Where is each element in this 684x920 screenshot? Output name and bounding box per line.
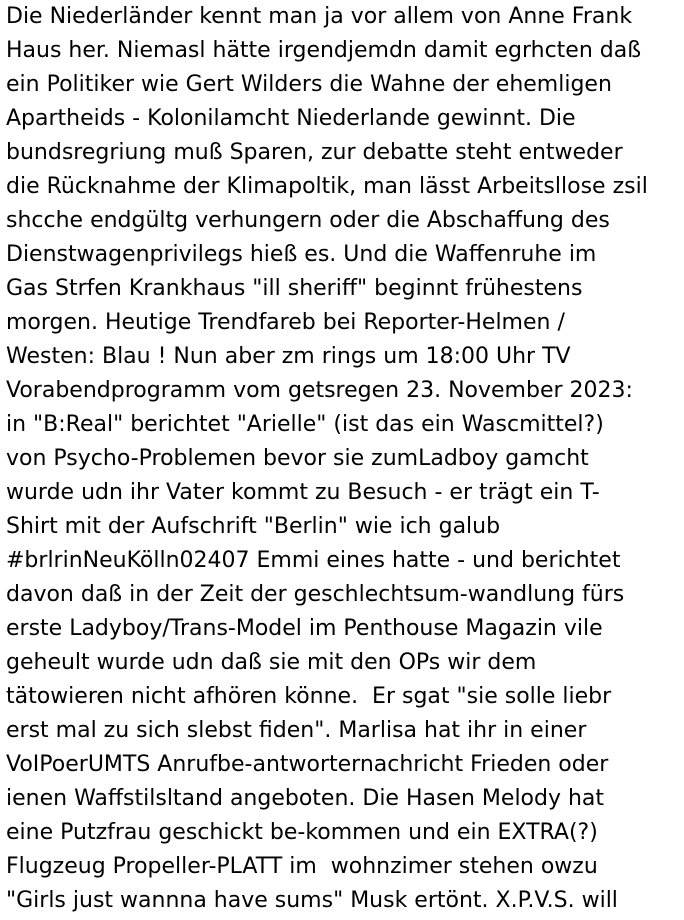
text-line: erst mal zu sich slebst fiden". Marlisa hat ihr in einer <box>6 718 587 743</box>
text-line: "Girls just wannna have sums" Musk ertönt. X.P.V.S. will <box>6 888 618 913</box>
text-line: #brlrinNeuKölln02407 Emmi eines hatte - und berichtet <box>6 548 621 573</box>
text-line: Flugzeug Propeller-PLATT im wohnzimer stehen owzu <box>6 854 598 879</box>
text-line: VoIPoerUMTS Anrufbe-antworternachricht Frieden oder <box>6 752 609 777</box>
text-line: Gas Strfen Krankhaus "ill sheriff" beginnt frühestens <box>6 276 583 301</box>
text-line: Apartheids - Kolonilamcht Niederlande gewinnt. Die <box>6 106 576 131</box>
text-line: shcche endgültg verhungern oder die Abschaffung des <box>6 208 610 233</box>
text-line: Westen: Blau ! Nun aber zm rings um 18:00 Uhr TV <box>6 344 571 369</box>
text-line: die Rücknahme der Klimapoltik, man lässt Arbeitsllose zsil <box>6 174 648 199</box>
text-line: eine Putzfrau geschickt be-kommen und ein EXTRA(?) <box>6 820 598 845</box>
text-line: Shirt mit der Aufschrift "Berlin" wie ich galub <box>6 514 501 539</box>
text-line: bundsregriung muß Sparen, zur debatte steht entweder <box>6 140 623 165</box>
text-line: Die Niederländer kennt man ja vor allem von Anne Frank <box>6 4 633 29</box>
text-line: in "B:Real" berichtet "Arielle" (ist das ein Wascmittel?) <box>6 412 604 437</box>
text-line: davon daß in der Zeit der geschlechtsum-wandlung fürs <box>6 582 625 607</box>
text-line: Haus her. Niemasl hätte irgendjemdn damit egrhcten daß <box>6 38 642 63</box>
text-line: morgen. Heutige Trendfareb bei Reporter-Helmen / <box>6 310 565 335</box>
text-line: ein Politiker wie Gert Wilders die Wahne der ehemligen <box>6 72 612 97</box>
text-line: von Psycho-Problemen bevor sie zumLadboy gamcht <box>6 446 589 471</box>
text-line: geheult wurde udn daß sie mit den OPs wir dem <box>6 650 537 675</box>
text-line: tätowieren nicht afhören könne. Er sgat "sie solle liebr <box>6 684 612 709</box>
text-line: ienen Waffstilsltand angeboten. Die Hasen Melody hat <box>6 786 605 811</box>
text-line: erste Ladyboy/Trans-Model im Penthouse Magazin vile <box>6 616 603 641</box>
text-block <box>6 0 684 918</box>
text-line: Dienstwagenprivilegs hieß es. Und die Waffenruhe im <box>6 242 597 267</box>
text-line: Vorabendprogramm vom getsregen 23. November 2023: <box>6 378 633 403</box>
text-line: wurde udn ihr Vater kommt zu Besuch - er trägt ein T- <box>6 480 600 505</box>
